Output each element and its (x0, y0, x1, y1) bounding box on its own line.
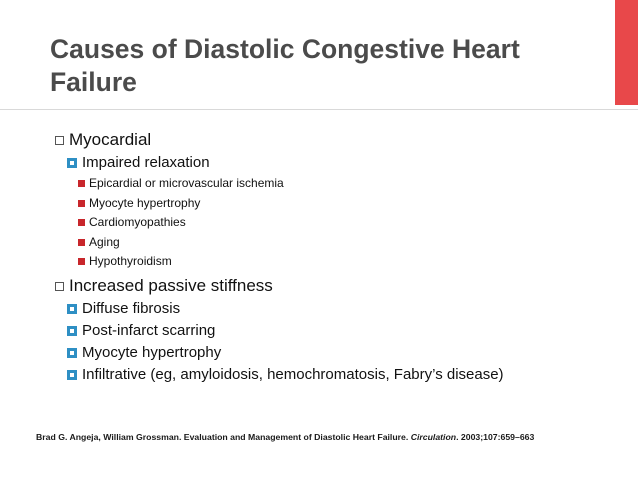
list-item (67, 300, 180, 317)
list-item (55, 276, 273, 296)
bullet-text: Epicardial or microvascular ischemia (89, 176, 284, 190)
bullet-text: Hypothyroidism (89, 254, 172, 268)
bullet-text: Myocyte hypertrophy (82, 344, 222, 361)
square-bullet-icon (67, 158, 77, 168)
square-bullet-icon (78, 200, 85, 207)
bullet-text: Diffuse fibrosis (82, 300, 181, 317)
bullet-text: Infiltrative (eg, amyloidosis, hemochromatosis, Fabry’s disease) (82, 366, 504, 383)
citation-journal: Circulation (410, 432, 457, 442)
square-bullet-icon (78, 239, 85, 246)
list-item (67, 344, 221, 361)
bullet-text: Aging (89, 235, 120, 249)
square-bullet-icon (67, 370, 77, 380)
accent-bar (615, 0, 638, 105)
square-bullet-icon (67, 348, 77, 358)
bullet-text: Increased passive stiffness (69, 276, 273, 295)
square-bullet-icon (67, 304, 77, 314)
bullet-text: Post-infarct scarring (82, 322, 216, 339)
list-item (55, 130, 151, 150)
bullet-text: Myocardial (69, 130, 152, 149)
list-item (78, 254, 172, 268)
list-item (78, 235, 120, 249)
list-item (78, 176, 284, 190)
list-item (67, 322, 215, 339)
bullet-text: Impaired relaxation (82, 154, 210, 171)
list-item (67, 154, 210, 171)
square-bullet-icon (78, 180, 85, 187)
square-bullet-icon (55, 136, 64, 145)
citation (36, 432, 534, 442)
list-item (78, 215, 186, 229)
citation-details: . 2003;107:659–663 (456, 432, 535, 442)
bullet-text: Cardiomyopathies (89, 215, 186, 229)
slide-title: Causes of Diastolic Congestive Heart Failure (50, 34, 520, 97)
square-bullet-icon (55, 282, 64, 291)
square-bullet-icon (78, 219, 85, 226)
square-bullet-icon (67, 326, 77, 336)
citation-authors-title: Brad G. Angeja, William Grossman. Evaluation and Management of Diastolic Heart Failure. (36, 432, 411, 442)
list-item (78, 196, 200, 210)
title-divider (0, 109, 638, 110)
square-bullet-icon (78, 258, 85, 265)
bullet-text: Myocyte hypertrophy (89, 196, 201, 210)
list-item (67, 366, 504, 383)
